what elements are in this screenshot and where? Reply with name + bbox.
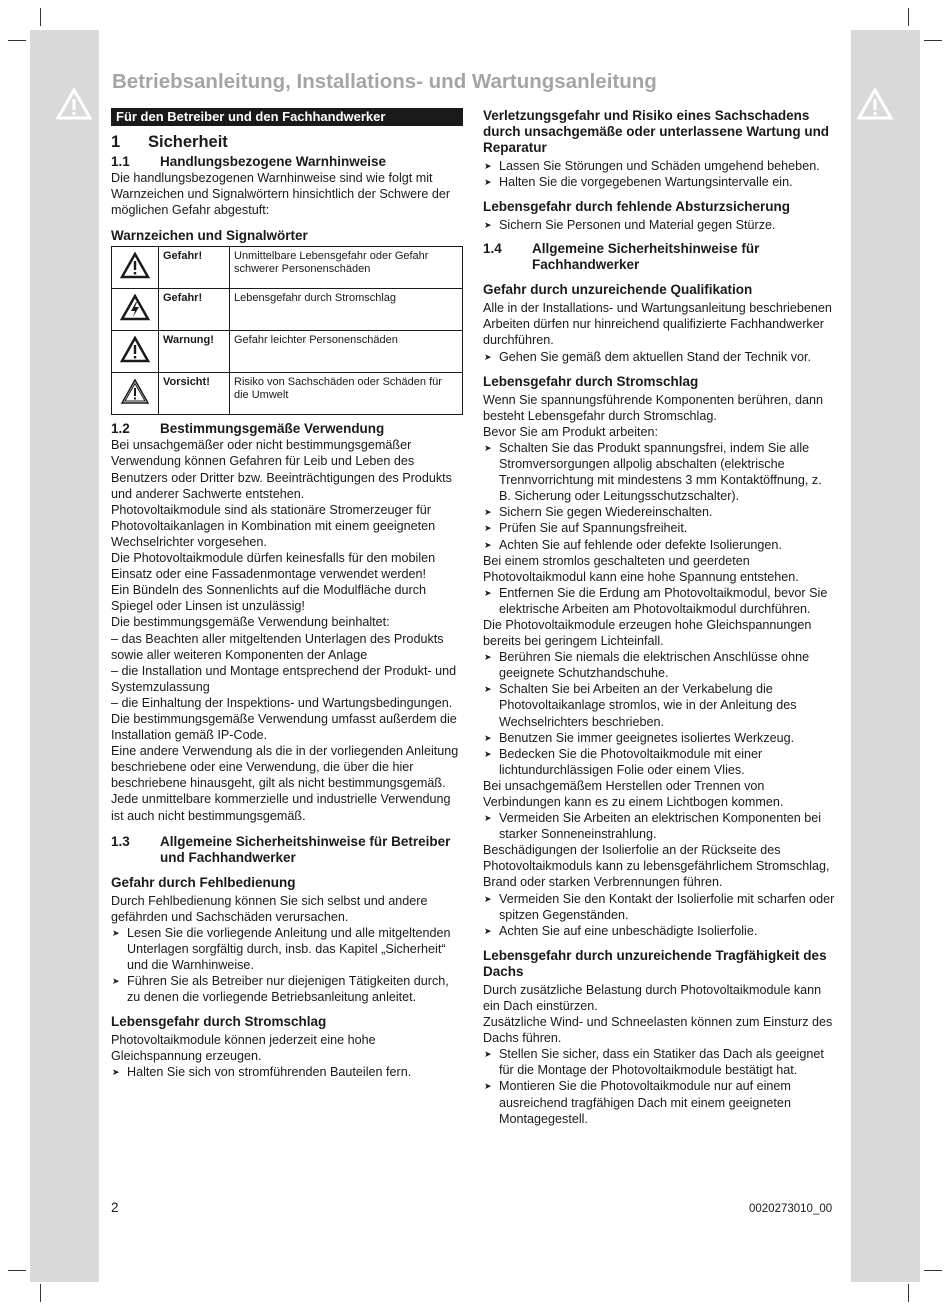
action-list xyxy=(483,649,835,778)
section-1-2-heading: 1.2 Bestimmungsgemäße Verwendung xyxy=(111,421,385,437)
action-list xyxy=(111,1064,463,1080)
warning-triangle-icon xyxy=(120,336,150,363)
subheading: Gefahr durch unzureichende Qualifikation xyxy=(483,282,753,298)
subheading: Lebensgefahr durch Stromschlag xyxy=(111,1014,327,1030)
subheading: Warnzeichen und Signalwörter xyxy=(111,228,308,244)
action-list xyxy=(111,925,463,1005)
page-number: 2 xyxy=(111,1200,119,1215)
left-column xyxy=(111,108,463,1081)
table-row xyxy=(112,247,463,289)
list-item: ➤ Achten Sie auf eine unbeschädigte Isolierfolie. xyxy=(483,923,835,939)
subheading: Verletzungsgefahr und Risiko eines Sachschadens durch unsachgemäße oder unterlassene Wartung und Reparatur xyxy=(483,108,830,155)
action-list xyxy=(483,891,835,939)
paragraph: – die Einhaltung der Inspektions- und Wartungsbedingungen. xyxy=(111,695,453,710)
paragraph: Bei unsachgemäßer oder nicht bestimmungsgemäßer Verwendung können Gefahren für Leib und Leben des Benutzers oder Dritter bzw. Beeinträchtigungen des Produkts und anderer Sachwerte entstehen. xyxy=(111,438,452,501)
paragraph: – die Installation und Montage entsprechend der Produkt- und Systemzulassung xyxy=(111,663,457,694)
list-item: ➤ Lesen Sie die vorliegende Anleitung und alle mitgeltenden Unterlagen sorgfältig durch, insb. das Kapitel „Sicherheit“ und die Warnhinweise. xyxy=(111,925,463,973)
section-1-heading: 1 Sicherheit xyxy=(111,133,228,151)
action-list xyxy=(483,810,835,842)
action-list xyxy=(483,158,835,190)
paragraph: Die bestimmungsgemäße Verwendung umfasst außerdem die Installation gemäß IP-Code. xyxy=(111,711,457,743)
caution-triangle-icon xyxy=(120,378,150,405)
signal-description: Unmittelbare Lebensgefahr oder Gefahr schwerer Personenschäden xyxy=(230,247,463,289)
crop-mark xyxy=(8,40,26,41)
list-item: ➤ Montieren Sie die Photovoltaikmodule nur auf einem ausreichend tragfähigen Dach mit einem geeigneten Montagegestell. xyxy=(483,1078,835,1126)
list-item: ➤ Schalten Sie bei Arbeiten an der Verkabelung die Photovoltaikanlage stromlos, wie in der Anleitung des Wechselrichters beschrieben. xyxy=(483,681,835,729)
signal-word: Vorsicht! xyxy=(159,373,230,415)
signal-word: Gefahr! xyxy=(159,247,230,289)
left-side-band xyxy=(30,30,99,1282)
list-item: ➤ Stellen Sie sicher, dass ein Statiker das Dach als geeignet für die Montage der Photovoltaikmodule bestätigt hat. xyxy=(483,1046,835,1078)
paragraph: Zusätzliche Wind- und Schneelasten können zum Einsturz des Dachs führen. xyxy=(483,1015,833,1046)
subheading: Gefahr durch Fehlbedienung xyxy=(111,874,296,890)
icon-cell xyxy=(112,373,159,415)
crop-mark xyxy=(908,8,909,26)
icon-cell xyxy=(112,289,159,331)
paragraph: Durch zusätzliche Belastung durch Photovoltaikmodule kann ein Dach einstürzen. xyxy=(483,982,822,1013)
paragraph: Die Photovoltaikmodule erzeugen hohe Gleichspannungen bereits bei geringem Lichteinfall. xyxy=(483,617,812,649)
signal-description: Lebensgefahr durch Stromschlag xyxy=(230,289,463,331)
signal-word: Gefahr! xyxy=(159,289,230,331)
list-item: ➤ Prüfen Sie auf Spannungsfreiheit. xyxy=(483,520,835,536)
icon-cell xyxy=(112,331,159,373)
action-list xyxy=(483,440,835,553)
list-item: ➤ Führen Sie als Betreiber nur diejenigen Tätigkeiten durch, zu denen die vorliegende Betriebsanleitung anleitet. xyxy=(111,973,463,1005)
right-column xyxy=(483,108,835,1127)
action-list xyxy=(483,349,835,365)
list-item: ➤ Bedecken Sie die Photovoltaikmodule mit einer lichtundurchlässigen Folie oder einem Vlies. xyxy=(483,746,835,778)
audience-banner: Für den Betreiber und den Fachhandwerker xyxy=(111,108,463,126)
action-list xyxy=(483,1046,835,1126)
electric-hazard-icon xyxy=(120,294,150,321)
warning-triangle-icon xyxy=(56,88,92,120)
paragraph: Die Photovoltaikmodule dürfen keinesfalls für den mobilen Einsatz oder eine Fassadenmontage verwendet werden! xyxy=(111,551,436,582)
paragraph: Ein Bündeln des Sonnenlichts auf die Modulfläche durch Spiegel oder Linsen ist unzulässig! xyxy=(111,583,427,614)
crop-mark xyxy=(924,40,942,41)
table-row xyxy=(112,289,463,331)
icon-cell xyxy=(112,247,159,289)
paragraph: – das Beachten aller mitgeltenden Unterlagen des Produkts sowie aller weiteren Komponenten der Anlage xyxy=(111,631,444,662)
page-title: Betriebsanleitung, Installations- und Wartungsanleitung xyxy=(112,70,657,93)
paragraph: Bei einem stromlos geschalteten und geerdeten Photovoltaikmodul kann eine hohe Spannung entstehen. xyxy=(483,553,799,584)
paragraph: Beschädigungen der Isolierfolie an der Rückseite des Photovoltaikmoduls kann zu lebensgefährlichem Stromschlag, Brand oder starken Verbrennungen führen. xyxy=(483,843,830,890)
paragraph: Alle in der Installations- und Wartungsanleitung beschriebenen Arbeiten dürfen nur hinreichend qualifizierte Fachhandwerker durchführen. xyxy=(483,301,832,348)
subheading: Lebensgefahr durch fehlende Absturzsicherung xyxy=(483,199,791,215)
subheading: Lebensgefahr durch unzureichende Tragfähigkeit des Dachs xyxy=(483,947,827,979)
crop-mark xyxy=(40,1284,41,1302)
table-row xyxy=(112,373,463,415)
paragraph: Die bestimmungsgemäße Verwendung beinhaltet: xyxy=(111,615,390,630)
action-list xyxy=(483,585,835,617)
action-list xyxy=(483,217,835,233)
list-item: ➤ Halten Sie sich von stromführenden Bauteilen fern. xyxy=(111,1064,463,1080)
table-row xyxy=(112,331,463,373)
list-item: ➤ Berühren Sie niemals die elektrischen Anschlüsse ohne geeignete Schutzhandschuhe. xyxy=(483,649,835,681)
crop-mark xyxy=(40,8,41,26)
crop-mark xyxy=(908,1284,909,1302)
list-item: ➤ Sichern Sie gegen Wiedereinschalten. xyxy=(483,504,835,520)
list-item: ➤ Entfernen Sie die Erdung am Photovoltaikmodul, bevor Sie elektrische Arbeiten am Photovoltaikmodul durchführen. xyxy=(483,585,835,617)
list-item: ➤ Vermeiden Sie den Kontakt der Isolierfolie mit scharfen oder spitzen Gegenständen. xyxy=(483,891,835,923)
list-item: ➤ Vermeiden Sie Arbeiten an elektrischen Komponenten bei starker Sonneneinstrahlung. xyxy=(483,810,835,842)
list-item: ➤ Achten Sie auf fehlende oder defekte Isolierungen. xyxy=(483,537,835,553)
section-1-3-heading: 1.3 Allgemeine Sicherheitshinweise für Betreiber und Fachhandwerker xyxy=(111,833,451,865)
list-item: ➤ Schalten Sie das Produkt spannungsfrei, indem Sie alle Stromversorgungen allpolig abschalten (elektrische Trennvorrichtung mit mindestens 3 mm Kontaktöffnung, z. B. Sicherung oder Leitungsschutzschalter). xyxy=(483,440,835,504)
paragraph: Eine andere Verwendung als die in der vorliegenden Anleitung beschriebene oder eine Verwendung, die über die hier beschriebene hinausgeht, gilt als nicht bestimmungsgemäß. Jede unmittelbare kommerzielle und industrielle Verwendung ist auch nicht bestimmungsgemäß. xyxy=(111,744,459,823)
paragraph: Photovoltaikmodule sind als stationäre Stromerzeuger für Photovoltaikanlagen in Kombination mit einem geeigneten Wechselrichter vorgesehen. xyxy=(111,502,436,549)
paragraph: Durch Fehlbedienung können Sie sich selbst und andere gefährden und Sachschäden verursachen. xyxy=(111,893,428,924)
list-item: ➤ Sichern Sie Personen und Material gegen Stürze. xyxy=(483,217,835,233)
paragraph: Bevor Sie am Produkt arbeiten: xyxy=(483,424,659,439)
signal-description: Gefahr leichter Personenschäden xyxy=(230,331,463,373)
warning-triangle-icon xyxy=(120,252,150,279)
warning-signal-table xyxy=(111,246,463,415)
paragraph: Bei unsachgemäßem Herstellen oder Trennen von Verbindungen kann es zu einem Lichtbogen kommen. xyxy=(483,778,784,809)
right-side-band xyxy=(851,30,920,1282)
list-item: ➤ Gehen Sie gemäß dem aktuellen Stand der Technik vor. xyxy=(483,349,835,365)
paragraph: Wenn Sie spannungsführende Komponenten berühren, dann besteht Lebensgefahr durch Stromschlag. xyxy=(483,392,824,423)
warning-triangle-icon xyxy=(857,88,893,120)
signal-word: Warnung! xyxy=(159,331,230,373)
section-1-4-heading: 1.4 Allgemeine Sicherheitshinweise für Fachhandwerker xyxy=(483,241,760,273)
crop-mark xyxy=(8,1270,26,1271)
list-item: ➤ Benutzen Sie immer geeignetes isoliertes Werkzeug. xyxy=(483,730,835,746)
paragraph: Photovoltaikmodule können jederzeit eine hohe Gleichspannung erzeugen. xyxy=(111,1033,376,1064)
section-1-1-heading: 1.1 Handlungsbezogene Warnhinweise xyxy=(111,154,387,170)
paragraph: Die handlungsbezogenen Warnhinweise sind wie folgt mit Warnzeichen und Signalwörtern hinsichtlich der Schwere der möglichen Gefahr abgestuft: xyxy=(111,171,451,218)
list-item: ➤ Lassen Sie Störungen und Schäden umgehend beheben. xyxy=(483,158,835,174)
list-item: ➤ Halten Sie die vorgegebenen Wartungsintervalle ein. xyxy=(483,174,835,190)
crop-mark xyxy=(924,1270,942,1271)
document-code: 0020273010_00 xyxy=(749,1203,833,1215)
signal-description: Risiko von Sachschäden oder Schäden für die Umwelt xyxy=(230,373,463,415)
subheading: Lebensgefahr durch Stromschlag xyxy=(483,373,699,389)
